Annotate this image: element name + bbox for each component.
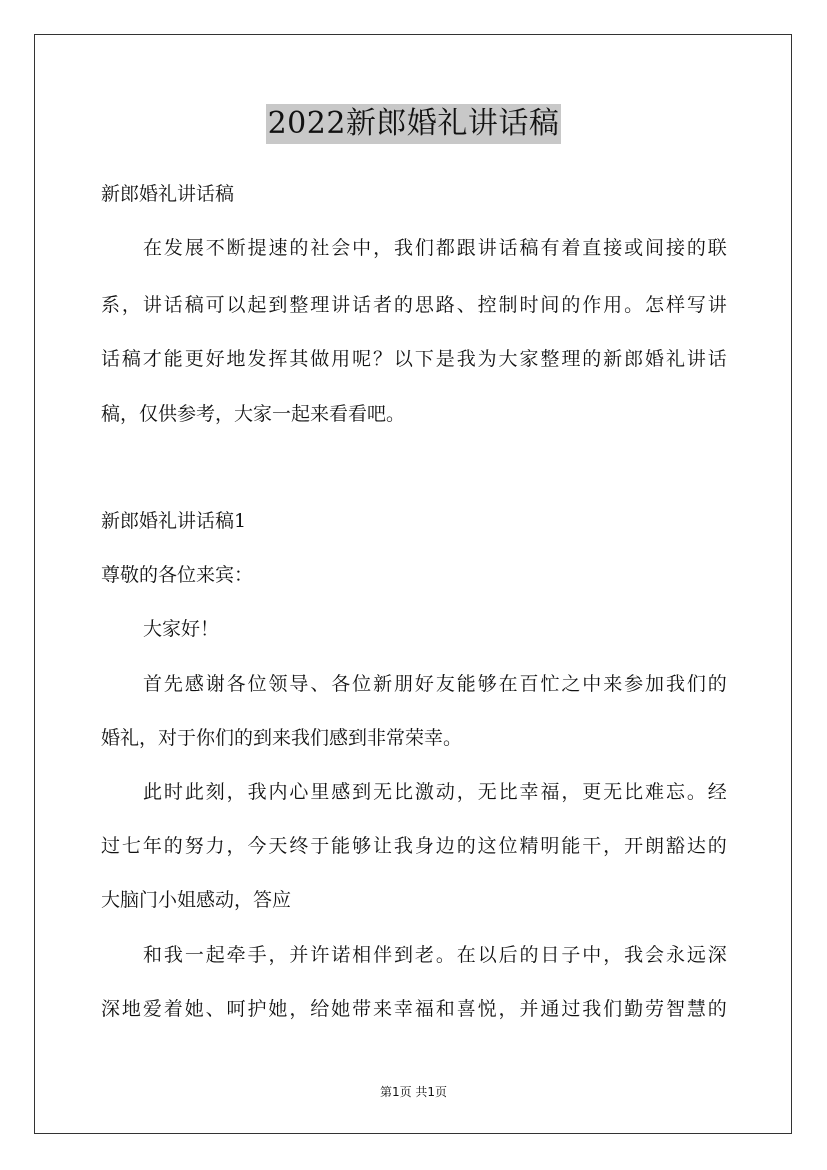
- paragraph-line: 深地爱着她、呵护她，给她带来幸福和喜悦，并通过我们勤劳智慧的: [101, 998, 727, 1020]
- document-title: 2022新郎婚礼讲话稿: [266, 104, 562, 144]
- section-heading: 新郎婚礼讲话稿1: [101, 510, 247, 532]
- heading-main: 新郎婚礼讲话稿: [101, 183, 235, 205]
- paragraph-line: 婚礼，对于你们的到来我们感到非常荣幸。: [101, 727, 463, 749]
- paragraph-line: 此时此刻，我内心里感到无比激动，无比幸福，更无比难忘。经: [143, 781, 727, 803]
- paragraph-line: 大脑门小姐感动，答应: [101, 889, 292, 911]
- paragraph-line: 在发展不断提速的社会中，我们都跟讲话稿有着直接或间接的联: [143, 237, 727, 259]
- paragraph-line: 过七年的努力，今天终于能够让我身边的这位精明能干，开朗豁达的: [101, 835, 727, 857]
- paragraph-line: 和我一起牵手，并许诺相伴到老。在以后的日子中，我会永远深: [143, 944, 727, 966]
- paragraph-line: 话稿才能更好地发挥其做用呢？以下是我为大家整理的新郎婚礼讲话: [101, 348, 727, 370]
- paragraph-line: 稿，仅供参考，大家一起来看看吧。: [101, 403, 406, 425]
- paragraph-line: 系，讲话稿可以起到整理讲话者的思路、控制时间的作用。怎样写讲: [101, 294, 727, 316]
- title-container: [0, 104, 827, 144]
- greeting: 大家好！: [143, 618, 220, 640]
- salutation: 尊敬的各位来宾：: [101, 564, 254, 586]
- page-footer: 第1页 共1页: [379, 1085, 448, 1099]
- paragraph-line: 首先感谢各位领导、各位新朋好友能够在百忙之中来参加我们的: [143, 673, 727, 695]
